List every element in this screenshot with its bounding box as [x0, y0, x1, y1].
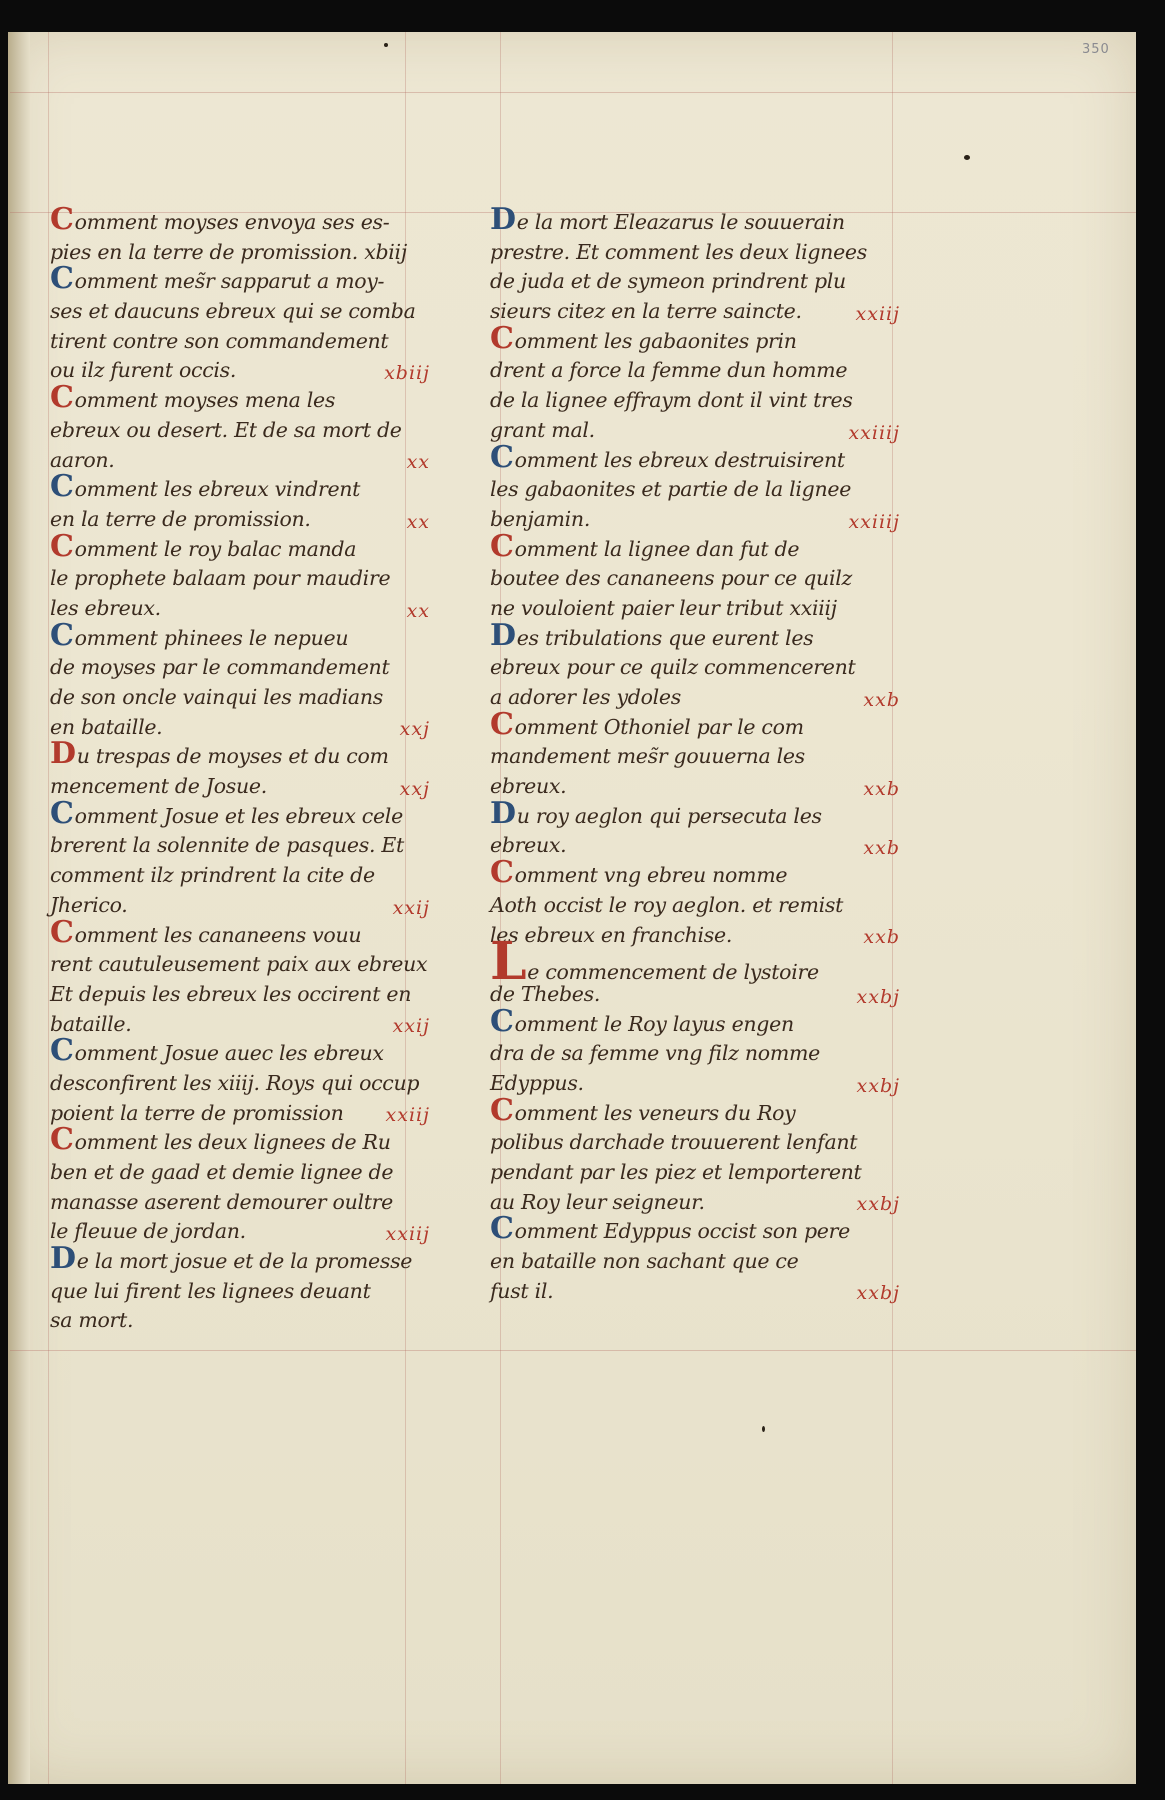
rubric-text: dra de sa femme vng filz nomme: [490, 1041, 820, 1066]
rubric-text-line: [50, 356, 430, 386]
rubric-text-line: [50, 914, 430, 951]
rubric-text: de son oncle vainqui les madians: [50, 685, 383, 709]
chapter-number: xx: [406, 599, 430, 622]
chapter-number: xxiij: [385, 1223, 430, 1246]
decorated-initial: D: [490, 617, 516, 653]
decorated-initial: C: [490, 1003, 514, 1039]
rubric-text-line: [490, 795, 900, 832]
rubric-text-line: [490, 202, 900, 238]
rubric-text: brerent la solennite de pasques. Et: [50, 833, 404, 858]
rubric-text-line: [50, 736, 430, 772]
rubric-text: u roy aeglon qui persecuta les: [516, 803, 822, 828]
rubric-text-line: [50, 653, 430, 683]
ink-speck: [964, 155, 970, 160]
right-text-column: [490, 202, 900, 1306]
chapter-number: xxbj: [856, 985, 900, 1008]
chapter-rubric-entry: [490, 320, 900, 446]
rubric-text: ses et daucuns ebreux qui se comba: [50, 299, 416, 324]
rubric-text: omment les ebreux destruisirent: [514, 447, 845, 472]
folio-number: 350: [1082, 42, 1110, 57]
rubric-text: en la terre de promission.: [50, 506, 311, 531]
chapter-number: xxbj: [856, 1282, 900, 1305]
rubric-text-line: [490, 772, 900, 802]
rubric-text: rent cautuleusement paix aux ebreux: [50, 952, 428, 977]
rubric-text-line: [490, 617, 900, 654]
chapter-number: xxbj: [856, 1074, 900, 1097]
rubric-text-line: [50, 1241, 430, 1277]
rubric-text: omment Edyppus occist son pere: [514, 1219, 850, 1244]
decorated-initial: C: [490, 439, 514, 475]
rubric-text-line: [50, 772, 430, 802]
chapter-rubric-entry: [490, 528, 900, 624]
decorated-initial: C: [50, 469, 74, 505]
rubric-text: boutee des cananeens pour ce quilz: [490, 566, 852, 591]
chapter-rubric-entry: [50, 736, 430, 801]
rubric-text-line: [490, 238, 900, 268]
rubric-text: les ebreux en franchise.: [490, 922, 733, 947]
rubric-text-line: [490, 297, 900, 327]
rubric-text: le fleuue de jordan.: [50, 1219, 246, 1244]
rubric-text-line: [50, 1217, 430, 1247]
rubric-text: ou ilz furent occis.: [50, 358, 237, 383]
rubric-text: e la mort Eleazarus le souuerain: [516, 210, 845, 234]
rubric-text-line: [490, 1092, 900, 1129]
decorated-initial: C: [50, 795, 74, 831]
rubric-text-line: [490, 891, 900, 921]
rubric-text-line: [50, 1277, 430, 1307]
rubric-text: fust il.: [490, 1278, 554, 1303]
rubric-text-line: [490, 564, 900, 594]
rubric-text: bataille.: [50, 1011, 132, 1036]
rubric-text: de Thebes.: [490, 981, 601, 1006]
chapter-rubric-entry: [50, 202, 430, 267]
rubric-text: omment le Roy layus engen: [514, 1011, 794, 1036]
rubric-text: comment ilz prindrent la cite de: [50, 863, 375, 888]
rubric-text-line: [50, 713, 430, 743]
rubric-text-line: [490, 683, 900, 713]
rubric-text-line: [50, 1069, 430, 1099]
rubric-text: sieurs citez en la terre saincte.: [490, 299, 802, 324]
decorated-initial: C: [50, 914, 74, 950]
rubric-text: pies en la terre de promission. xbiij: [50, 239, 407, 264]
rubric-text: omment la lignee dan fut de: [514, 536, 800, 561]
rubric-text-line: [50, 594, 430, 624]
decorated-initial: C: [490, 528, 514, 564]
chapter-rubric-entry: [50, 1241, 430, 1336]
chapter-rubric-entry: [490, 706, 900, 802]
rubric-text: polibus darchade trouuerent lenfant: [490, 1130, 858, 1155]
ruling-line-text-bottom: [10, 1350, 1136, 1351]
rubric-text-line: [490, 1039, 900, 1069]
chapter-number: xxb: [863, 777, 900, 800]
binding-gutter: [8, 32, 30, 1784]
decorated-initial: C: [50, 528, 74, 564]
chapter-rubric-entry: [490, 439, 900, 535]
rubric-text: desconfirent les xiiij. Roys qui occup: [50, 1070, 420, 1095]
chapter-number: xbiij: [384, 362, 430, 385]
rubric-text-line: [50, 617, 430, 654]
rubric-text: Aoth occist le roy aeglon. et remist: [490, 892, 844, 917]
rubric-text-line: [490, 416, 900, 446]
chapter-number: xxb: [863, 837, 900, 860]
rubric-text-line: [490, 439, 900, 476]
rubric-text-line: [490, 1128, 900, 1158]
chapter-rubric-entry: [490, 855, 900, 950]
ink-speck: [384, 43, 388, 47]
chapter-rubric-entry: [50, 528, 430, 624]
decorated-initial: C: [50, 617, 74, 653]
rubric-text-line: [50, 564, 430, 594]
rubric-text-line: [50, 795, 430, 832]
rubric-text: omment mes̃r sapparut a moy-: [74, 269, 385, 294]
rubric-text-line: [50, 297, 430, 327]
rubric-text-line: [50, 261, 430, 297]
rubric-text: en bataille.: [50, 714, 163, 739]
rubric-text-line: [50, 1099, 430, 1129]
rubric-text: ebreux.: [490, 774, 567, 799]
rubric-text-line: [490, 1069, 900, 1099]
chapter-rubric-entry: [50, 914, 430, 1040]
rubric-text: que lui firent les lignees deuant: [50, 1278, 371, 1303]
chapter-rubric-entry: [50, 469, 430, 534]
rubric-text-line: [490, 356, 900, 386]
decorated-initial: C: [50, 1033, 74, 1069]
rubric-text-line: [490, 921, 900, 951]
rubric-text: de moyses par le commandement: [50, 655, 390, 680]
chapter-number: xxj: [399, 777, 430, 800]
rubric-text: omment Josue et les ebreux cele: [74, 803, 403, 828]
chapter-rubric-entry: [490, 795, 900, 861]
rubric-text-line: [50, 505, 430, 535]
rubric-text-line: [50, 891, 430, 921]
rubric-text: aaron.: [50, 447, 115, 472]
rubric-text-line: [50, 1158, 430, 1188]
rubric-text: Jherico.: [50, 892, 128, 917]
ink-speck: [762, 1426, 765, 1432]
rubric-text-line: [490, 475, 900, 505]
rubric-text-line: [490, 706, 900, 743]
chapter-rubric-entry: [490, 202, 900, 327]
rubric-text-line: [490, 505, 900, 535]
decorated-initial: C: [50, 1122, 74, 1158]
rubric-text: ebreux pour ce quilz commencerent: [490, 655, 856, 680]
chapter-rubric-entry: [490, 1092, 900, 1218]
decorated-initial: C: [490, 1211, 514, 1247]
rubric-text-line: [50, 1188, 430, 1218]
decorated-initial: D: [490, 202, 516, 237]
rubric-text: prestre. Et comment les deux lignees: [490, 239, 867, 264]
chapter-rubric-entry: [50, 617, 430, 743]
rubric-text-line: [490, 855, 900, 891]
rubric-text: drent a force la femme dun homme: [490, 358, 848, 383]
chapter-number: xxij: [392, 896, 430, 919]
rubric-text-line: [50, 861, 430, 891]
rubric-text: omment moyses envoya ses es-: [74, 210, 390, 234]
rubric-text: le prophete balaam pour maudire: [50, 566, 391, 591]
chapter-number: xxiiij: [848, 510, 900, 533]
decorated-initial: C: [490, 320, 514, 356]
decorated-initial: C: [50, 380, 74, 416]
rubric-text: a adorer les ydoles: [490, 685, 681, 709]
rubric-text: omment Josue auec les ebreux: [74, 1041, 384, 1066]
rubric-text-line: [490, 1247, 900, 1277]
rubric-text: omment phinees le nepueu: [74, 625, 349, 650]
rubric-text-line: [490, 594, 900, 624]
rubric-text-line: [50, 327, 430, 357]
rubric-text-line: [490, 320, 900, 357]
rubric-text: Edyppus.: [490, 1070, 584, 1095]
rubric-text: mandement mes̃r gouuerna les: [490, 744, 805, 769]
chapter-rubric-entry: [50, 261, 430, 386]
decorated-initial: L: [490, 931, 527, 993]
rubric-text-line: [50, 380, 430, 416]
rubric-text: omment les veneurs du Roy: [514, 1100, 796, 1125]
rubric-text: ben et de gaad et demie lignee de: [50, 1160, 394, 1184]
rubric-text-line: [50, 683, 430, 713]
ruling-line-left-margin: [48, 32, 49, 1784]
rubric-text: de la lignee effraym dont il vint tres: [490, 388, 853, 413]
chapter-rubric-entry: [490, 617, 900, 713]
rubric-text-line: [490, 1158, 900, 1188]
chapter-rubric-entry: [50, 1033, 430, 1128]
rubric-text: sa mort.: [50, 1308, 134, 1333]
rubric-text: pendant par les piez et lemporterent: [490, 1160, 862, 1184]
rubric-text: es tribulations que eurent les: [516, 625, 814, 650]
chapter-number: xx: [406, 510, 430, 533]
chapter-number: xxb: [863, 688, 900, 711]
rubric-text: mencement de Josue.: [50, 774, 267, 799]
rubric-text: grant mal.: [490, 417, 595, 442]
decorated-initial: D: [490, 795, 516, 831]
left-text-column: [50, 202, 430, 1336]
decorated-initial: D: [50, 736, 76, 772]
rubric-text: de juda et de symeon prindrent plu: [490, 269, 846, 294]
decorated-initial: C: [490, 706, 514, 742]
rubric-text-line: [50, 831, 430, 861]
chapter-number: xxij: [392, 1015, 430, 1038]
rubric-text: tirent contre son commandement: [50, 328, 389, 353]
rubric-text-line: [50, 446, 430, 476]
rubric-text-line: [50, 1122, 430, 1158]
rubric-text: e la mort josue et de la promesse: [76, 1249, 413, 1274]
rubric-text-line: [490, 980, 900, 1010]
chapter-rubric-entry: [50, 795, 430, 921]
rubric-text-line: [50, 980, 430, 1010]
chapter-number: xxiij: [855, 302, 900, 325]
chapter-rubric-entry: [490, 1003, 900, 1099]
rubric-text-line: [490, 653, 900, 683]
rubric-text-line: [490, 1003, 900, 1040]
decorated-initial: D: [50, 1241, 76, 1277]
chapter-number: xxj: [399, 718, 430, 741]
rubric-text: manasse aserent demourer oultre: [50, 1189, 393, 1214]
ruling-line-top: [10, 92, 1136, 93]
rubric-text: u trespas de moyses et du com: [76, 744, 389, 769]
rubric-text-line: [50, 950, 430, 980]
rubric-text: omment vng ebreu nomme: [514, 863, 788, 888]
rubric-text: omment les gabaonites prin: [514, 328, 797, 353]
chapter-number: xxb: [863, 926, 900, 949]
rubric-text: benjamin.: [490, 506, 591, 531]
rubric-text: les ebreux.: [50, 595, 161, 620]
rubric-text-line: [50, 238, 430, 268]
rubric-text: en bataille non sachant que ce: [490, 1249, 799, 1274]
rubric-text-line: [50, 528, 430, 565]
chapter-rubric-entry: [490, 1211, 900, 1306]
rubric-text-line: [490, 1188, 900, 1218]
decorated-initial: C: [50, 202, 74, 237]
rubric-text-line: [50, 1010, 430, 1040]
chapter-number: xxiiij: [848, 421, 900, 444]
decorated-initial: C: [50, 261, 74, 297]
rubric-text: les gabaonites et partie de la lignee: [490, 477, 852, 502]
rubric-text: omment les deux lignees de Ru: [74, 1130, 391, 1155]
rubric-text-line: [50, 469, 430, 505]
rubric-text: omment les cananeens vouu: [74, 922, 362, 947]
chapter-rubric-entry: [50, 380, 430, 475]
rubric-text: omment moyses mena les: [74, 388, 336, 413]
rubric-text: omment le roy balac manda: [74, 536, 357, 561]
rubric-text: omment Othoniel par le com: [514, 714, 804, 739]
rubric-text-line: [490, 267, 900, 297]
rubric-text: ebreux ou desert. Et de sa mort de: [50, 417, 402, 442]
rubric-text: au Roy leur seigneur.: [490, 1189, 705, 1214]
decorated-initial: C: [490, 855, 514, 891]
rubric-text: ebreux.: [490, 833, 567, 858]
rubric-text-line: [490, 528, 900, 565]
rubric-text-line: [50, 1306, 430, 1336]
rubric-text: poient la terre de promission: [50, 1100, 344, 1125]
decorated-initial: C: [490, 1092, 514, 1128]
rubric-text: e commencement de lystoire: [527, 960, 819, 985]
rubric-text-line: [490, 1277, 900, 1307]
rubric-text-line: [490, 386, 900, 416]
rubric-text: ne vouloient paier leur tribut xxiiij: [490, 595, 837, 620]
chapter-rubric-entry: [50, 1122, 430, 1247]
chapter-number: xx: [406, 451, 430, 474]
rubric-text-line: [50, 1033, 430, 1069]
rubric-text-line: [490, 831, 900, 861]
rubric-text-line: [50, 416, 430, 446]
rubric-text: omment les ebreux vindrent: [74, 477, 361, 502]
chapter-number: xxiij: [385, 1104, 430, 1127]
rubric-text-line: [490, 742, 900, 772]
rubric-text-line: [50, 202, 430, 238]
rubric-text-line: [490, 1211, 900, 1247]
chapter-number: xxbj: [856, 1193, 900, 1216]
rubric-text: Et depuis les ebreux les occirent en: [50, 981, 412, 1006]
